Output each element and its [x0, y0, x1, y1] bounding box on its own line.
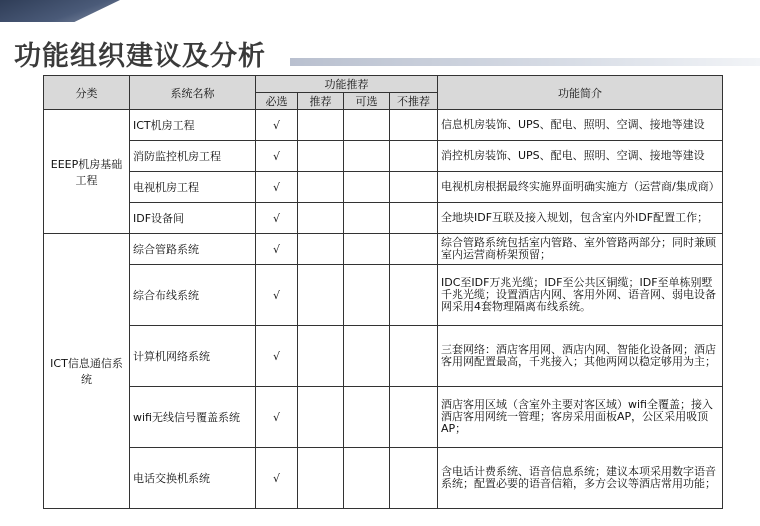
header-recommend: 功能推荐: [256, 76, 438, 93]
required-check: √: [256, 110, 298, 141]
header-intro: 功能简介: [438, 76, 723, 110]
function-intro: 电视机房根据最终实施界面明确实施方（运营商/集成商）: [438, 172, 723, 203]
recommended-cell: [298, 387, 344, 448]
table-row: [44, 326, 723, 387]
system-name: 电视机房工程: [130, 172, 256, 203]
table-row: [44, 110, 723, 141]
optional-cell: [344, 234, 390, 265]
optional-cell: [344, 326, 390, 387]
header-required: 必选: [256, 93, 298, 110]
function-intro: 酒店客用区域（含室外主要对客区域）wifi全覆盖；接入酒店客用网统一管理；客房采用面板AP，公区采用吸顶AP；: [438, 387, 723, 448]
header-not-recommended: 不推荐: [390, 93, 438, 110]
header-recommended: 推荐: [298, 93, 344, 110]
required-check: √: [256, 326, 298, 387]
function-intro: 消控机房装饰、UPS、配电、照明、空调、接地等建设: [438, 141, 723, 172]
not-recommended-cell: [390, 141, 438, 172]
function-intro: 三套网络：酒店客用网、酒店内网、智能化设备网；酒店客用网配置最高，千兆接入；其他两网以稳定够用为主；: [438, 326, 723, 387]
table-row: [44, 172, 723, 203]
not-recommended-cell: [390, 265, 438, 326]
optional-cell: [344, 110, 390, 141]
recommended-cell: [298, 326, 344, 387]
recommended-cell: [298, 203, 344, 234]
function-intro: 含电话计费系统、语音信息系统；建议本项采用数字语音系统；配置必要的语音信箱，多方会议等酒店常用功能；: [438, 448, 723, 509]
title-underline: [290, 58, 760, 66]
function-table: [43, 75, 723, 509]
optional-cell: [344, 387, 390, 448]
system-name: 电话交换机系统: [130, 448, 256, 509]
required-check: √: [256, 203, 298, 234]
category-cell: EEEP机房基础工程: [44, 110, 130, 234]
header-system: 系统名称: [130, 76, 256, 110]
table-row: [44, 141, 723, 172]
page-title: 功能组织建议及分析: [14, 41, 266, 72]
optional-cell: [344, 265, 390, 326]
required-check: √: [256, 141, 298, 172]
system-name: 消防监控机房工程: [130, 141, 256, 172]
required-check: √: [256, 172, 298, 203]
recommended-cell: [298, 265, 344, 326]
recommended-cell: [298, 448, 344, 509]
required-check: √: [256, 387, 298, 448]
optional-cell: [344, 172, 390, 203]
recommended-cell: [298, 110, 344, 141]
system-name: ICT机房工程: [130, 110, 256, 141]
not-recommended-cell: [390, 234, 438, 265]
recommended-cell: [298, 234, 344, 265]
table-row: [44, 387, 723, 448]
system-name: 综合布线系统: [130, 265, 256, 326]
required-check: √: [256, 448, 298, 509]
header-optional: 可选: [344, 93, 390, 110]
header-category: 分类: [44, 76, 130, 110]
function-intro: 综合管路系统包括室内管路、室外管路两部分；同时兼顾室内运营商桥架预留；: [438, 234, 723, 265]
not-recommended-cell: [390, 326, 438, 387]
system-name: IDF设备间: [130, 203, 256, 234]
recommended-cell: [298, 141, 344, 172]
optional-cell: [344, 141, 390, 172]
table-row: [44, 203, 723, 234]
not-recommended-cell: [390, 172, 438, 203]
function-intro: 信息机房装饰、UPS、配电、照明、空调、接地等建设: [438, 110, 723, 141]
recommended-cell: [298, 172, 344, 203]
table-row: [44, 265, 723, 326]
optional-cell: [344, 448, 390, 509]
system-name: wifi无线信号覆盖系统: [130, 387, 256, 448]
table-row: [44, 234, 723, 265]
function-intro: IDC至IDF万兆光缆；IDF至公共区铜缆；IDF至单栋别墅千兆光缆；设置酒店内网、客用外网、语音网、弱电设备网采用4套物理隔离布线系统。: [438, 265, 723, 326]
not-recommended-cell: [390, 203, 438, 234]
system-name: 计算机网络系统: [130, 326, 256, 387]
system-name: 综合管路系统: [130, 234, 256, 265]
corner-decoration: [0, 0, 120, 22]
table-row: [44, 448, 723, 509]
category-cell: ICT信息通信系统: [44, 234, 130, 509]
not-recommended-cell: [390, 448, 438, 509]
optional-cell: [344, 203, 390, 234]
function-intro: 全地块IDF互联及接入规划，包含室内外IDF配置工作；: [438, 203, 723, 234]
required-check: √: [256, 234, 298, 265]
required-check: √: [256, 265, 298, 326]
not-recommended-cell: [390, 387, 438, 448]
not-recommended-cell: [390, 110, 438, 141]
